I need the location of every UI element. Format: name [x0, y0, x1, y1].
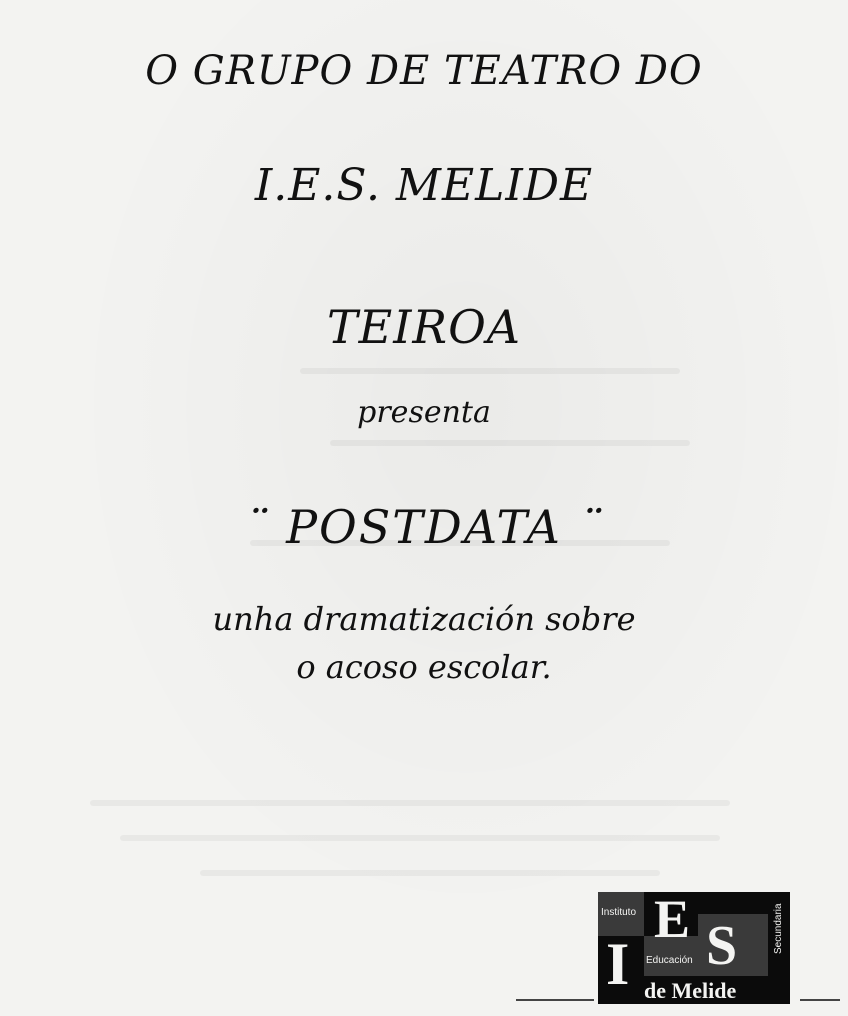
bleed-through-mark — [330, 440, 690, 446]
bleed-through-mark — [200, 870, 660, 876]
play-title: ¨ POSTDATA ¨ — [244, 500, 604, 554]
school-logo — [598, 889, 790, 1004]
bleed-through-mark — [90, 800, 730, 806]
logo-letter-e: E — [654, 889, 691, 949]
logo-letter-i: I — [606, 931, 630, 997]
school-name: I.E.S. MELIDE — [254, 160, 594, 211]
logo-word-educacion: Educación — [646, 955, 693, 966]
logo-rule-left — [516, 999, 594, 1001]
play-description-line-1: unha dramatización sobre — [212, 600, 636, 638]
presents-text: presenta — [357, 395, 491, 430]
group-heading: O GRUPO DE TEATRO DO — [145, 48, 703, 94]
bleed-through-mark — [300, 368, 680, 374]
logo-letter-s: S — [706, 915, 738, 977]
logo-word-melide: de Melide — [644, 978, 737, 1003]
logo-rule-right — [800, 999, 840, 1001]
bleed-through-mark — [120, 835, 720, 841]
logo-word-secundaria: Secundaria — [773, 903, 784, 954]
logo-word-instituto: Instituto — [601, 907, 637, 918]
group-name: TEIROA — [327, 300, 521, 354]
play-description-line-2: o acoso escolar. — [296, 648, 552, 686]
